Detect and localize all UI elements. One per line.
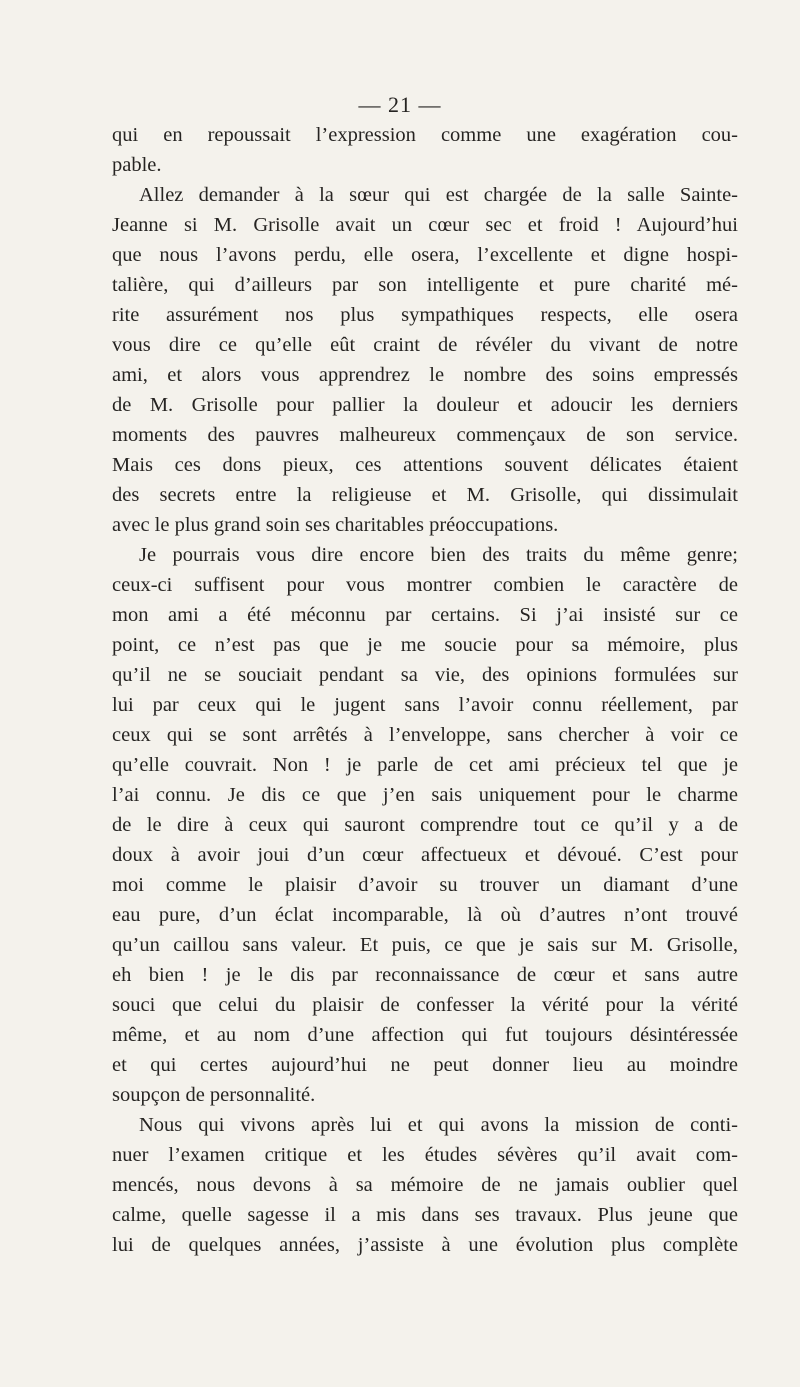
text-line: qui en repoussait l’expression comme une exagération cou- [112, 124, 738, 146]
page-body-text [112, 120, 738, 1260]
text-line: ceux-ci suffisent pour vous montrer combien le caractère de [112, 574, 738, 596]
text-line: Allez demander à la sœur qui est chargée de la salle Sainte- [139, 184, 738, 206]
text-line: même, et au nom d’une affection qui fut toujours désintéressée [112, 1024, 738, 1046]
text-line: rite assurément nos plus sympathiques respects, elle osera [112, 304, 738, 326]
text-line: des secrets entre la religieuse et M. Grisolle, qui dissimulait [112, 484, 738, 506]
text-line: talière, qui d’ailleurs par son intelligente et pure charité mé- [112, 274, 738, 296]
text-line: eh bien ! je le dis par reconnaissance de cœur et sans autre [112, 964, 738, 986]
text-line: lui de quelques années, j’assiste à une évolution plus complète [112, 1234, 738, 1256]
text-line: vous dire ce qu’elle eût craint de révéler du vivant de notre [112, 334, 738, 356]
text-line: moi comme le plaisir d’avoir su trouver un diamant d’une [112, 874, 738, 896]
text-line: mon ami a été méconnu par certains. Si j’ai insisté sur ce [112, 604, 738, 626]
text-line: souci que celui du plaisir de confesser la vérité pour la vérité [112, 994, 738, 1016]
text-line: Je pourrais vous dire encore bien des traits du même genre; [139, 544, 738, 566]
text-line: de M. Grisolle pour pallier la douleur et adoucir les derniers [112, 394, 738, 416]
page-number: — 21 — [358, 92, 442, 117]
text-line: de le dire à ceux qui sauront comprendre tout ce qu’il y a de [112, 814, 738, 836]
text-line: point, ce n’est pas que je me soucie pour sa mémoire, plus [112, 634, 738, 656]
text-line: Jeanne si M. Grisolle avait un cœur sec et froid ! Aujourd’hui [112, 214, 738, 236]
text-line: nuer l’examen critique et les études sévères qu’il avait com- [112, 1144, 738, 1166]
text-line: ceux qui se sont arrêtés à l’enveloppe, sans chercher à voir ce [112, 724, 738, 746]
text-line: soupçon de personnalité. [112, 1084, 316, 1106]
text-line: l’ai connu. Je dis ce que j’en sais uniquement pour le charme [112, 784, 738, 806]
text-line: doux à avoir joui d’un cœur affectueux et dévoué. C’est pour [112, 844, 738, 866]
text-line: moments des pauvres malheureux commençaux de son service. [112, 424, 738, 446]
text-line: avec le plus grand soin ses charitables préoccupations. [112, 514, 559, 536]
text-line: que nous l’avons perdu, elle osera, l’excellente et digne hospi- [112, 244, 738, 266]
text-line: qu’elle couvrait. Non ! je parle de cet ami précieux tel que je [112, 754, 738, 776]
text-line: Mais ces dons pieux, ces attentions souvent délicates étaient [112, 454, 738, 476]
text-line: ami, et alors vous apprendrez le nombre des soins empressés [112, 364, 738, 386]
text-line: et qui certes aujourd’hui ne peut donner lieu au moindre [112, 1054, 738, 1076]
text-line: mencés, nous devons à sa mémoire de ne jamais oublier quel [112, 1174, 738, 1196]
text-line: Nous qui vivons après lui et qui avons la mission de conti- [139, 1114, 738, 1136]
text-line: eau pure, d’un éclat incomparable, là où d’autres n’ont trouvé [112, 904, 738, 926]
text-line: lui par ceux qui le jugent sans l’avoir connu réellement, par [112, 694, 738, 716]
text-line: qu’un caillou sans valeur. Et puis, ce que je sais sur M. Grisolle, [112, 934, 738, 956]
text-line: qu’il ne se souciait pendant sa vie, des opinions formulées sur [112, 664, 738, 686]
text-line: calme, quelle sagesse il a mis dans ses travaux. Plus jeune que [112, 1204, 738, 1226]
text-line: pable. [112, 154, 162, 176]
